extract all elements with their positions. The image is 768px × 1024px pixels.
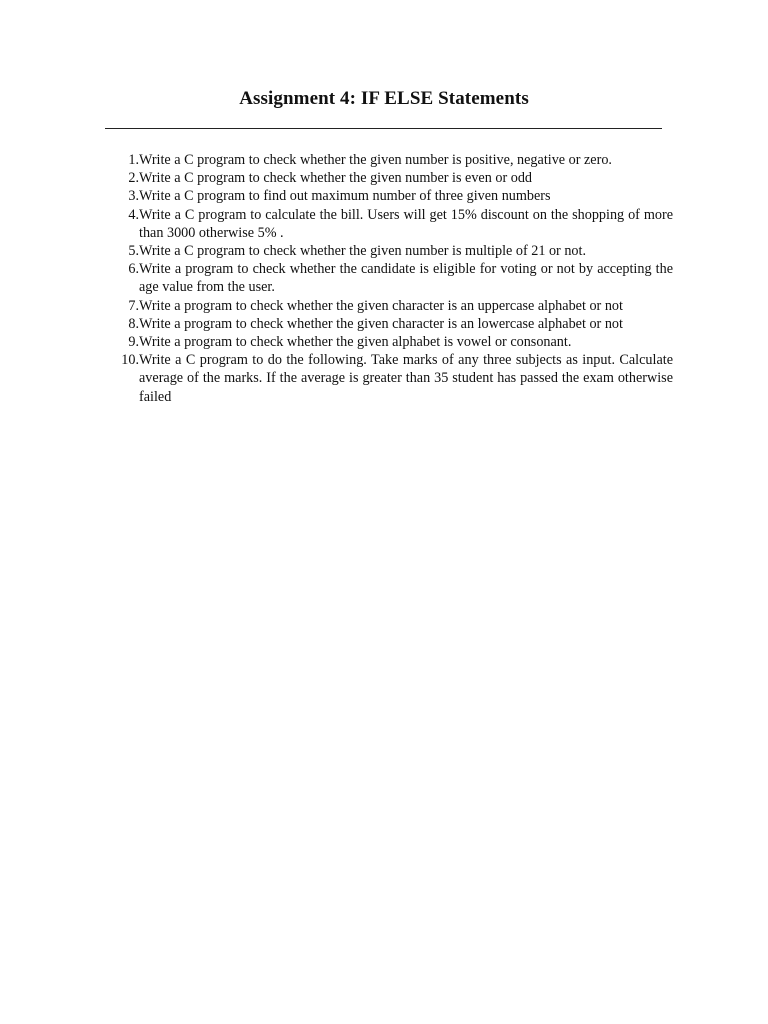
item-number: 2. bbox=[128, 170, 139, 187]
list-item bbox=[105, 351, 673, 406]
item-text: Write a program to check whether the candidate is eligible for voting or not by accepting the age value from the user. bbox=[139, 261, 673, 296]
list-item bbox=[105, 151, 673, 169]
assignment-list bbox=[105, 151, 673, 406]
item-text: Write a C program to check whether the given number is even or odd bbox=[139, 170, 533, 187]
item-text: Write a program to check whether the given alphabet is vowel or consonant. bbox=[139, 334, 572, 351]
item-text: Write a C program to find out maximum number of three given numbers bbox=[139, 188, 551, 205]
item-number: 8. bbox=[128, 315, 139, 332]
list-item bbox=[105, 169, 673, 187]
item-text: Write a program to check whether the given character is an lowercase alphabet or not bbox=[139, 315, 623, 332]
item-number: 5. bbox=[128, 243, 139, 260]
list-item bbox=[105, 260, 673, 296]
item-number: 7. bbox=[128, 297, 139, 314]
list-item bbox=[105, 297, 673, 315]
page-title: Assignment 4: IF ELSE Statements bbox=[239, 88, 529, 109]
title-divider bbox=[105, 128, 662, 129]
item-text: Write a program to check whether the given character is an uppercase alphabet or not bbox=[139, 297, 623, 314]
item-text: Write a C program to do the following. Take marks of any three subjects as input. Calculate average of the marks. If the average is greater than 35 student has passed the exam otherwise failed bbox=[139, 352, 673, 405]
list-item bbox=[105, 242, 673, 260]
item-number: 3. bbox=[128, 188, 139, 205]
list-item bbox=[105, 206, 673, 242]
list-item bbox=[105, 333, 673, 351]
list-item bbox=[105, 187, 673, 205]
item-number: 1. bbox=[128, 152, 139, 168]
item-text: Write a C program to check whether the given number is positive, negative or zero. bbox=[139, 152, 612, 168]
list-item bbox=[105, 315, 673, 333]
item-text: Write a C program to calculate the bill. Users will get 15% discount on the shopping of more than 3000 otherwise 5% . bbox=[139, 206, 673, 241]
item-number: 4. bbox=[128, 206, 139, 223]
item-text: Write a C program to check whether the given number is multiple of 21 or not. bbox=[139, 243, 587, 260]
item-number: 10. bbox=[121, 352, 139, 369]
item-number: 9. bbox=[128, 334, 139, 351]
item-number: 6. bbox=[128, 261, 139, 278]
